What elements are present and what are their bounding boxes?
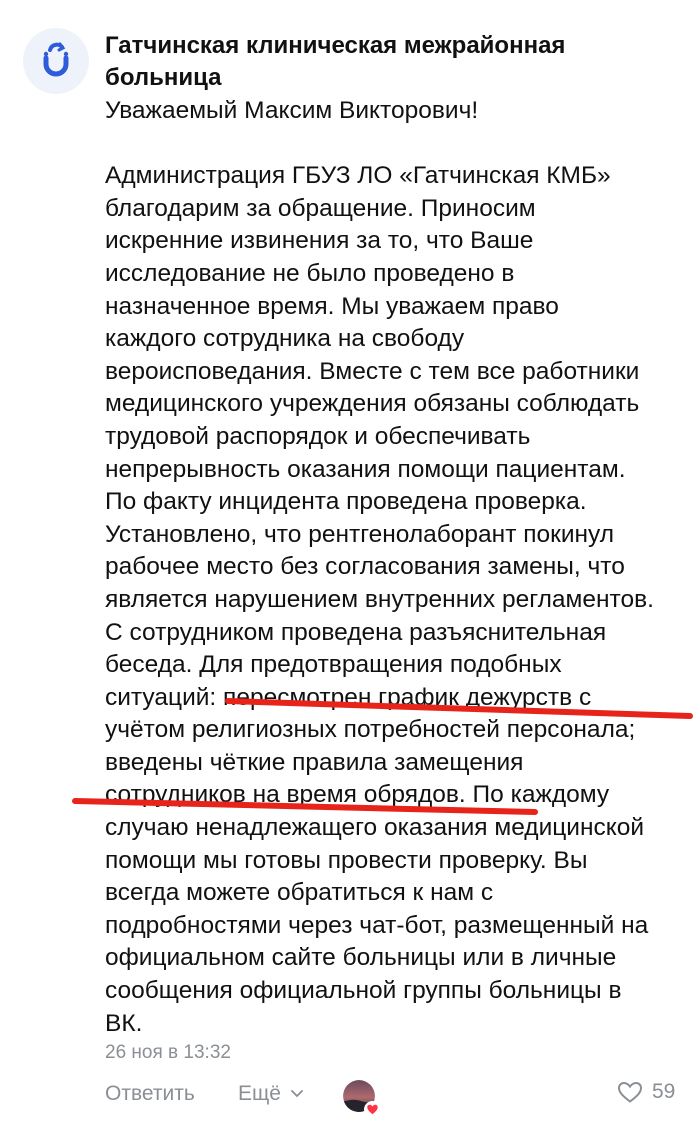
comment-line: случаю ненадлежащего оказания медицинской <box>105 814 645 842</box>
hospital-avatar[interactable] <box>23 28 89 94</box>
comment-line: искренние извинения за то, что Ваше <box>105 227 534 255</box>
comment-greeting: Уважаемый Максим Викторович! <box>105 97 479 124</box>
comment-line: медицинского учреждения обязаны соблюдать <box>105 390 640 418</box>
more-button[interactable] <box>238 1082 304 1106</box>
comment-line: рабочее место без согласования замены, что <box>105 553 625 581</box>
comment-line: помощи мы готовы провести проверку. Вы <box>105 846 588 874</box>
more-label: Ещё <box>238 1082 281 1105</box>
heart-outline-icon <box>617 1080 643 1104</box>
comment-line: сообщения официальной группы больницы в <box>105 977 622 1005</box>
comment-line: ситуаций: пересмотрен график дежурств с <box>105 683 592 711</box>
reactor-avatar-stack[interactable] <box>343 1080 377 1114</box>
hospital-logo-icon <box>23 28 89 94</box>
comment-line: подробностями через чат-бот, размещенный на <box>105 911 649 939</box>
comment-line: введены чёткие правила замещения <box>105 748 524 776</box>
comment-line: является нарушением внутренних регламентов. <box>105 585 654 613</box>
comment-line: благодарим за обращение. Приносим <box>105 194 536 222</box>
comment-line: исследование не было проведено в <box>105 259 515 287</box>
comment-line: трудовой распорядок и обеспечивать <box>105 422 531 450</box>
comment-line: ВК. <box>105 1009 143 1037</box>
comment-line: Установлено, что рентгенолаборант покинул <box>105 520 615 548</box>
paragraph-gap <box>105 128 695 161</box>
like-button[interactable] <box>617 1080 675 1104</box>
comment-line: Администрация ГБУЗ ЛО «Гатчинская КМБ» <box>105 162 611 190</box>
comment-body <box>105 95 695 1040</box>
chevron-down-icon <box>290 1089 304 1099</box>
comment-line: каждого сотрудника на свободу <box>105 325 465 353</box>
comment-line: сотрудников на время обрядов. По каждому <box>105 781 610 809</box>
comment-line: всегда можете обратиться к нам с <box>105 879 494 907</box>
comment-line: официальном сайте больницы или в личные <box>105 944 617 972</box>
comment-line: учётом религиозных потребностей персонала; <box>105 716 636 744</box>
comment-line: С сотрудником проведена разъяснительная <box>105 618 607 646</box>
comment-author[interactable]: Гатчинская клиническая межрайонная больница <box>105 32 566 91</box>
comment-timestamp[interactable]: 26 ноя в 13:32 <box>105 1042 231 1063</box>
reply-button[interactable]: Ответить <box>105 1082 195 1105</box>
comment-line: По факту инцидента проведена проверка. <box>105 488 587 516</box>
comment-line: беседа. Для предотвращения подобных <box>105 651 562 679</box>
like-count: 59 <box>652 1080 676 1103</box>
comment-line: вероисповедания. Вместе с тем все работники <box>105 357 640 385</box>
comment-line: назначенное время. Мы уважаем право <box>105 292 559 320</box>
comment-line: непрерывность оказания помощи пациентам. <box>105 455 626 483</box>
heart-filled-icon <box>364 1101 381 1118</box>
